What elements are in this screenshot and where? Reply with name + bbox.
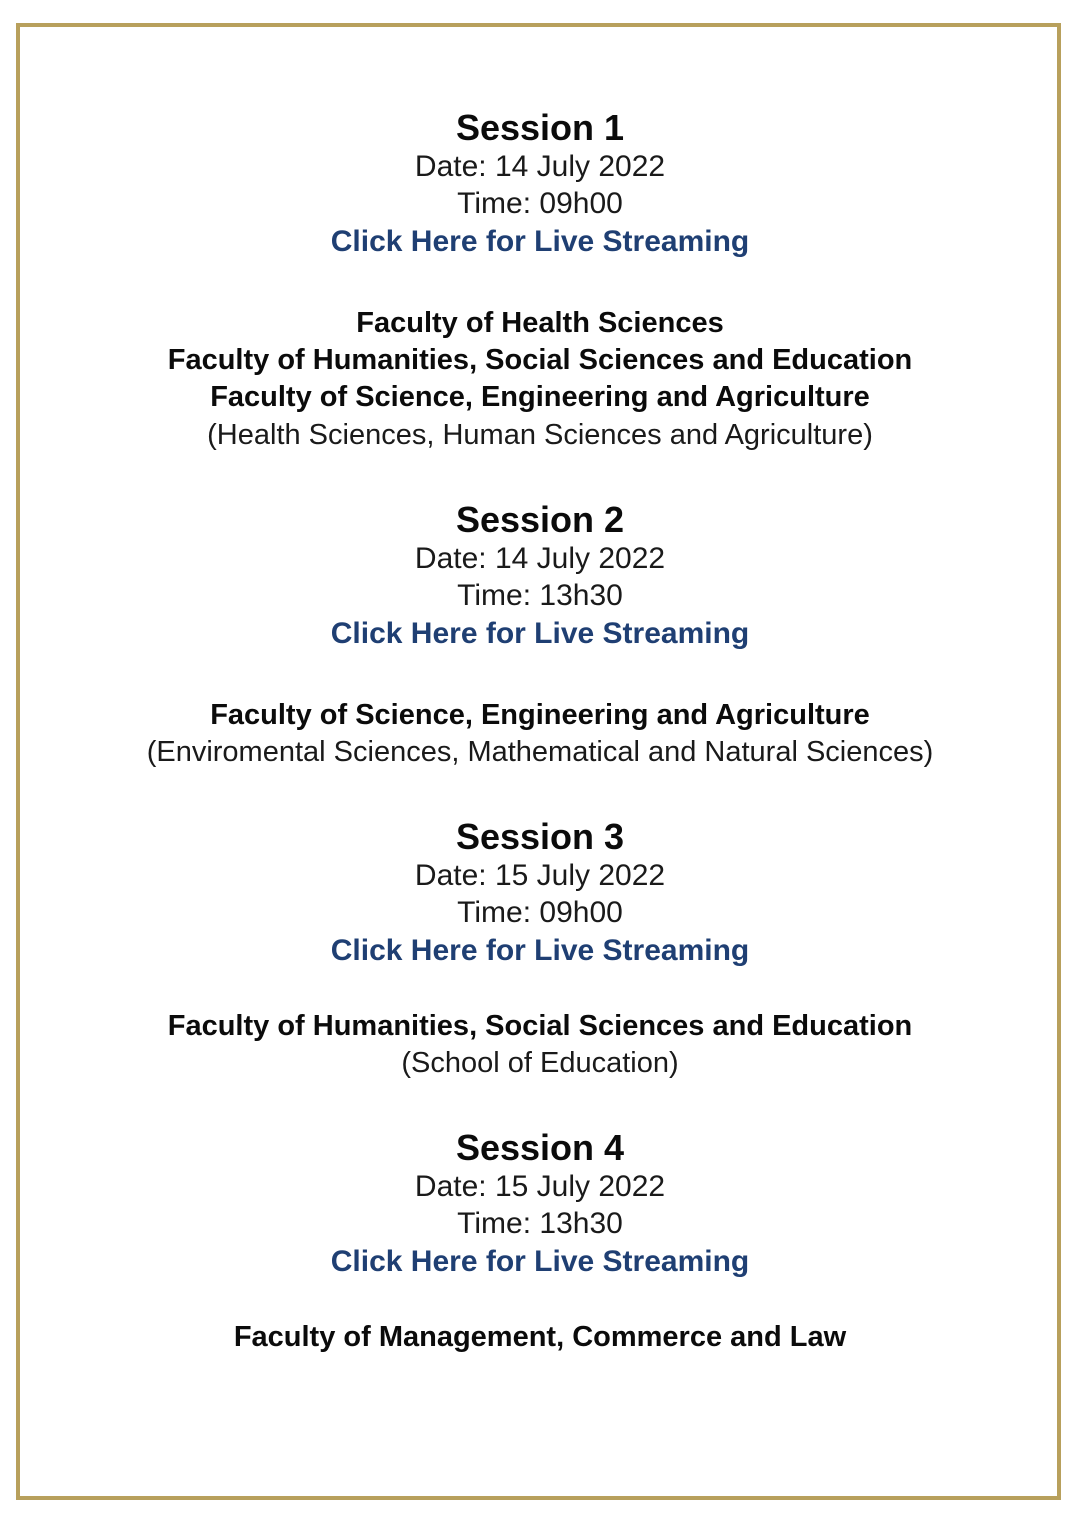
session-3-time: Time: 09h00 — [457, 896, 623, 929]
session-4-title: Session 4 — [455, 1127, 625, 1168]
session-3-faculty-1: Faculty of Humanities, Social Sciences and Education — [167, 1010, 913, 1042]
session-3-live-stream-link[interactable]: Click Here for Live Streaming — [330, 934, 750, 967]
session-2-time: Time: 13h30 — [457, 579, 623, 612]
session-2-note: (Enviromental Sciences, Mathematical and Natural Sciences) — [146, 736, 934, 768]
session-1-faculty-3: Faculty of Science, Engineering and Agriculture — [210, 381, 870, 413]
session-2-date: Date: 14 July 2022 — [414, 542, 666, 575]
session-4-time: Time: 13h30 — [457, 1207, 623, 1240]
session-2-live-stream-link[interactable]: Click Here for Live Streaming — [330, 617, 750, 650]
session-3-date: Date: 15 July 2022 — [414, 859, 666, 892]
session-2-link-row — [0, 614, 1080, 659]
session-1-date: Date: 14 July 2022 — [414, 150, 666, 183]
session-1-live-stream-link[interactable]: Click Here for Live Streaming — [330, 225, 750, 258]
session-1-faculty-1: Faculty of Health Sciences — [356, 307, 724, 339]
session-3-title: Session 3 — [455, 816, 625, 857]
session-4-date: Date: 15 July 2022 — [414, 1170, 666, 1203]
session-3-link-row — [0, 931, 1080, 976]
session-4-live-stream-link[interactable]: Click Here for Live Streaming — [330, 1245, 750, 1278]
session-4-link-row — [0, 1242, 1080, 1287]
session-1-title: Session 1 — [455, 107, 625, 148]
session-1-time: Time: 09h00 — [457, 187, 623, 220]
session-4-faculty-1: Faculty of Management, Commerce and Law — [233, 1321, 847, 1353]
session-2-faculty-1: Faculty of Science, Engineering and Agriculture — [210, 699, 870, 731]
session-2-title: Session 2 — [455, 499, 625, 540]
session-1-note: (Health Sciences, Human Sciences and Agriculture) — [207, 419, 873, 451]
session-1-faculty-2: Faculty of Humanities, Social Sciences and Education — [167, 344, 913, 376]
session-1-link-row — [0, 222, 1080, 267]
session-3-note: (School of Education) — [401, 1047, 679, 1079]
